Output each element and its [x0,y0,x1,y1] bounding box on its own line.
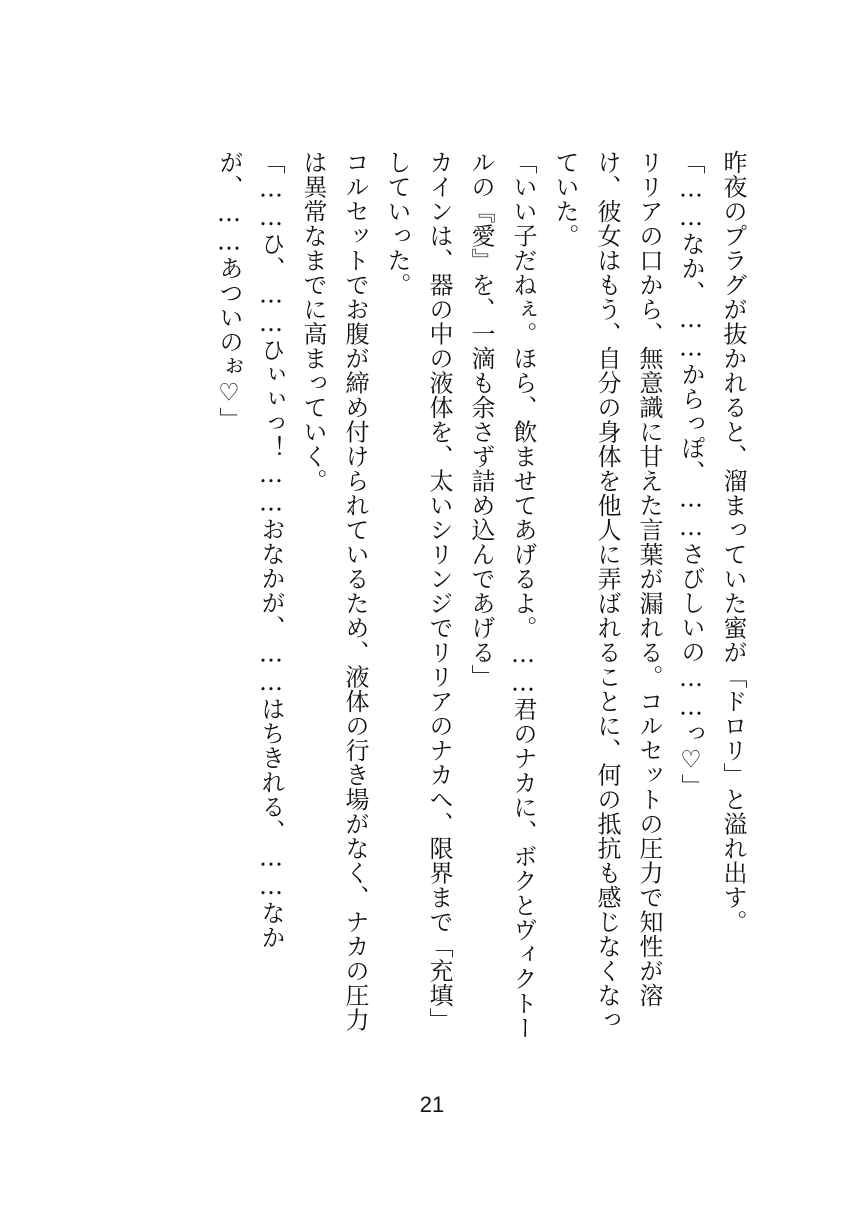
text-line-2: 「……なか、……からっぽ、……さびしいの……っ♡」 [677,150,705,799]
text-line-6: コルセットでお腹が締め付けられているため、液体の行き場がなく、ナカの圧力は異常なまでに高まっていく。 [299,150,369,1032]
text-line-3: リリアの口から、無意識に甘えた言葉が漏れる。コルセットの圧力で知性が溶け、彼女はもう、自分の身体を他人に弄ばれることに、何の抵抗も感じなくなっていた。 [551,150,663,1032]
text-line-5: カインは、器の中の液体を、太いシリンジでリリアのナカへ、限界まで「充填」していった。 [383,150,453,1032]
vertical-text-body [208,150,754,1050]
page-number: 21 [419,1092,445,1117]
text-line-4: 「いい子だねぇ。ほら、飲ませてあげるよ。……君のナカに、ボクとヴィクトールの『愛』を、一滴も余さず詰め込んであげる」 [467,150,537,1040]
text-line-1: 昨夜のプラグが抜かれると、溜まっていた蜜が「ドロリ」と溢れ出す。 [719,150,747,934]
text-line-7: 「……ひ、……ひぃぃっ！……おなかが、……はちきれる、……なかが、……あついのぉ♡」 [215,150,285,950]
